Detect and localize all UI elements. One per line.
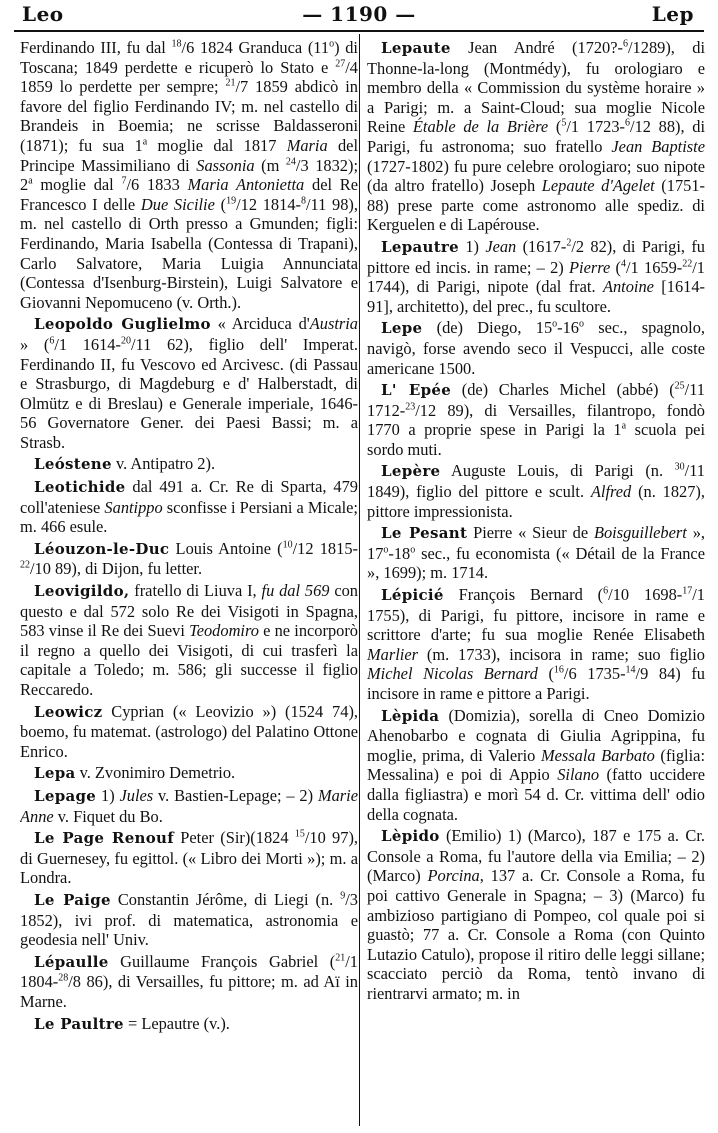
- dictionary-entry: [20, 786, 358, 826]
- entry-text: ) di Toscana; 1849 perdette e ricuperò lo Stato e: [20, 38, 358, 77]
- entry-headword: Léouzon-le-Duc: [34, 539, 170, 558]
- entry-text: /2 82), di Parigi, fu pittore ed incis. in rame; – 2): [367, 236, 705, 277]
- dictionary-entry: [20, 477, 358, 537]
- superscript: 25: [674, 380, 685, 392]
- italic-text: Michel Nicolas Bernard: [367, 664, 538, 684]
- italic-text: Teodomiro: [189, 621, 259, 641]
- entry-headword: Leopoldo Guglielmo: [34, 315, 211, 334]
- superscript: o: [552, 318, 558, 330]
- dictionary-entry: [367, 585, 705, 704]
- entry-text: (n. 1827), pittore impressionista.: [367, 482, 705, 521]
- superscript: 9: [340, 890, 346, 902]
- entry-text: -16: [557, 318, 579, 338]
- dictionary-entry: [367, 706, 705, 825]
- entry-text: v. Antipatro 2).: [111, 454, 216, 474]
- header-right-guideword: Lep: [651, 2, 694, 26]
- superscript: 23: [405, 401, 416, 413]
- superscript: 8: [300, 195, 306, 207]
- entry-headword: Le Paultre: [34, 1014, 124, 1033]
- entry-text: /11 98), m. nel castello di Orth presso a Gmunden; figli: Ferdinando, Maria Isabella (Contessa di Trapani), Carlo Salvatore, Maria Luigia Annunciata (Contessa d'Isenburg-Birstein), Luigi Salvatore e Giovanni Nepomuceno (v. Orth.).: [20, 194, 358, 312]
- superscript: 19: [226, 195, 237, 207]
- entry-text: » (: [20, 334, 50, 354]
- entry-text: del Re Francesco I delle: [20, 175, 358, 214]
- italic-text: Sassonia: [196, 155, 255, 175]
- left-column: [20, 38, 358, 1126]
- italic-text: fu dal 569: [261, 581, 330, 601]
- italic-text: Jean Baptiste: [611, 136, 705, 156]
- entry-text: 1): [458, 236, 486, 256]
- right-column: [367, 38, 705, 1126]
- entry-text: /11 1849), figlio del pittore e scult.: [367, 461, 705, 502]
- entry-text: /12 88), di Parigi, fu astronoma; suo fratello: [367, 117, 705, 156]
- dictionary-entry: [367, 523, 705, 583]
- page-number: — 1190 —: [302, 2, 416, 26]
- header-left-guideword: Leo: [22, 2, 64, 26]
- dictionary-entry: [20, 763, 358, 784]
- dictionary-entry: [20, 828, 358, 888]
- entry-headword: Le Page Renouf: [34, 829, 175, 848]
- entry-text: v. Zvonimiro Demetrio.: [75, 763, 236, 783]
- dictionary-entry: [367, 237, 705, 316]
- superscript: 20: [120, 335, 131, 347]
- italic-text: Étable de la Brière: [412, 117, 549, 137]
- superscript: o: [410, 544, 416, 556]
- italic-text: Boisguillebert: [593, 523, 687, 543]
- dictionary-entry: [20, 952, 358, 1012]
- italic-text: Due Sicilie: [140, 194, 215, 214]
- entry-text: -18: [388, 543, 411, 563]
- entry-headword: Leóstene: [34, 455, 112, 474]
- entry-headword: Lepère: [381, 462, 441, 481]
- superscript: 6: [625, 117, 631, 129]
- entry-text: /12 89), di Versailles, filantropo, fondò 1770 a proprie spese in Parigi la 1: [367, 400, 705, 440]
- entry-headword: Lepe: [381, 319, 423, 338]
- entry-text: /9 84) fu incisore in rame e pittore a Parigi.: [367, 664, 705, 703]
- superscript: a: [142, 136, 148, 148]
- entry-text: , 137 a. Cr. Console a Roma, fu poi cattivo Generale in Spagna; – 3) (Marco) fu ambizioso partigiano di Pompeo, col quale poi si guastò; 77 a. Cr. Console a Roma (con Quinto Lutazio Catulo), propose il ritiro delle leggi sillane; scacciato perciò da Roma, tentò invano di rientrarvi armato; m. in: [367, 866, 705, 1003]
- entry-text: (de) Charles Michel (abbé) (: [451, 380, 675, 400]
- superscript: o: [579, 318, 584, 330]
- entry-text: Louis Antoine (: [169, 538, 283, 558]
- entry-text: (de) Diego, 15: [422, 318, 553, 338]
- entry-headword: L' Epée: [381, 381, 452, 400]
- entry-text: sec., spagnolo, navigò, forse avendo seco il Vespucci, alle coste americane 1500.: [367, 318, 705, 378]
- entry-text: v. Bastien-Lepage; – 2): [153, 785, 318, 805]
- entry-text: « Arciduca d': [210, 314, 310, 334]
- superscript: 16: [553, 664, 564, 676]
- superscript: 6: [49, 335, 55, 347]
- dictionary-entry: [20, 581, 358, 700]
- entry-text: Constantin Jérôme, di Liegi (n.: [110, 889, 341, 909]
- entry-headword: Le Pesant: [381, 524, 468, 543]
- entry-text: /11 62), figlio dell' Imperat. Ferdinando II, fu Vescovo ed Arcivesc. (di Passau e Strasburgo, di Magdeburg e d' Halberstadt, di Olmütz e di Breslau) e Generale imperiale, 1646-56 Governatore Gener. dei Paesi Bassi; m. a Strasb.: [20, 334, 358, 452]
- superscript: 27: [335, 58, 346, 70]
- entry-text: /3 1852), ivi prof. di matematica, astronomia e geodesia nell' Univ.: [20, 889, 358, 950]
- superscript: 14: [625, 664, 636, 676]
- entry-text: (: [610, 257, 621, 277]
- italic-text: Antoine: [602, 277, 654, 297]
- superscript: 18: [171, 38, 182, 50]
- entry-headword: Lépicié: [381, 586, 444, 605]
- italic-text: Marlier: [367, 644, 418, 664]
- entry-headword: Lépaulle: [34, 952, 109, 971]
- entry-text: /10 1698-: [608, 585, 683, 605]
- entry-text: dal 491 a. Cr. Re di Sparta, 479 coll'ateniese: [20, 477, 358, 517]
- superscript: a: [621, 420, 627, 432]
- entry-text: Cyprian (« Leovizio ») (1524 74), boemo, fu matemat. (astrologo) del Palatino Ottone Enrico.: [20, 701, 358, 761]
- entry-text: /7 1859 abdicò in favore del figlio Ferdinando IV; m. nel castello di Brandeis in Boemia; ne scrisse Baldasseroni (1871); fu sua 1: [20, 77, 358, 155]
- superscript: 10: [282, 539, 293, 551]
- entry-headword: Lèpido: [381, 827, 440, 846]
- italic-text: Lepaute d'Agelet: [541, 176, 655, 196]
- entry-text: (: [214, 194, 227, 214]
- entry-text: (1727-1802) fu pure celebre orologiaro; suo nipote (da altro fratello) Joseph: [367, 156, 705, 196]
- dictionary-entry: [20, 314, 358, 452]
- entry-text: /4 1859 lo perdette per sempre;: [20, 57, 358, 97]
- superscript: 28: [58, 972, 69, 984]
- italic-text: Jean: [485, 236, 517, 256]
- entry-text: (fatto uccidere dalla figliastra) e morì 54 d. Cr. vittima dell' odio della cognata.: [367, 765, 705, 824]
- dictionary-entry: [20, 1014, 358, 1035]
- dictionary-entry: [367, 38, 705, 235]
- italic-text: Marie Anne: [20, 785, 358, 826]
- entry-headword: Lepaute: [381, 39, 451, 57]
- superscript: 6: [623, 38, 628, 50]
- superscript: 22: [682, 258, 693, 270]
- entry-text: /1 1755), di Parigi, fu pittore, incisore in rame e scrittore d'arte; fu sua moglie Renée Elisabeth: [367, 585, 705, 645]
- entry-headword: Leotichide: [34, 478, 126, 497]
- superscript: 17: [682, 585, 693, 597]
- entry-text: sec., fu economista (« Détail de la France », 1699); m. 1714.: [367, 543, 705, 583]
- entry-text: Auguste Louis, di Parigi (n.: [440, 461, 675, 481]
- entry-text: (m: [254, 155, 286, 175]
- entry-text: (: [537, 664, 554, 684]
- entry-text: (m. 1733), incisora in rame; suo figlio: [418, 644, 705, 664]
- entry-headword: Lepage: [34, 786, 97, 805]
- entry-text: /10 97), di Guernesey, fu egittol. (« Libro dei Morti »); m. a Londra.: [20, 828, 358, 888]
- italic-text: Santippo: [104, 497, 163, 517]
- entry-text: (: [548, 117, 562, 137]
- entry-text: fratello di Liuva I,: [129, 581, 262, 601]
- italic-text: Porcina: [427, 866, 480, 886]
- entry-text: (figlia: Messalina) e poi di Appio: [367, 745, 705, 785]
- entry-text: /1 1723-: [566, 117, 626, 137]
- entry-text: /6 1824 Granduca (11: [181, 38, 330, 57]
- superscript: o: [329, 38, 335, 50]
- entry-text: /3 1832); 2: [20, 155, 358, 195]
- dictionary-entry: [20, 539, 358, 579]
- entry-text: /1289), di Thonne-la-long (Montmédy), fu orologiaro e membro della « Commission du système horaire » a Parigi; m. a Saint-Cloud; sua moglie Nicole Reine: [367, 38, 705, 137]
- italic-text: Silano: [557, 765, 600, 785]
- dictionary-entry: [20, 38, 358, 312]
- superscript: 15: [294, 828, 305, 840]
- entry-text: /10 89), di Dijon, fu letter.: [30, 559, 203, 579]
- entry-text: scuola pei sordo muti.: [367, 420, 705, 459]
- italic-text: Austria: [309, 314, 358, 334]
- entry-text: (1751-88) prese parte come astronomo alle spediz. di Kerguelen e di Lapérouse.: [367, 176, 705, 235]
- entry-headword: Lepa: [34, 764, 76, 783]
- italic-text: Maria Antonietta: [187, 175, 305, 195]
- entry-text: /1 1744), di Parigi, nipote (dal frat.: [367, 257, 705, 297]
- entry-text: del Principe Massimiliano di: [20, 135, 358, 175]
- entry-text: /6 1833: [126, 175, 188, 195]
- italic-text: Maria: [286, 135, 328, 155]
- entry-text: /8 86), di Versailles, fu pittore; m. ad Aï in Marne.: [20, 972, 358, 1011]
- superscript: 6: [603, 585, 609, 597]
- entry-text: Guillaume François Gabriel (: [108, 951, 336, 971]
- entry-text: moglie dal 1817: [147, 135, 287, 155]
- superscript: a: [28, 175, 33, 187]
- italic-text: Jules: [119, 785, 154, 805]
- superscript: 5: [561, 117, 567, 129]
- page-header: [0, 0, 718, 32]
- superscript: 21: [335, 952, 346, 964]
- superscript: 7: [121, 175, 127, 187]
- italic-text: Alfred: [590, 482, 632, 502]
- superscript: 21: [225, 77, 236, 89]
- header-rule: [14, 30, 704, 32]
- entry-text: /11 1712-: [367, 380, 705, 420]
- entry-text: /6 1735-: [563, 664, 626, 684]
- superscript: 22: [20, 559, 30, 571]
- entry-text: François Bernard (: [443, 585, 604, 605]
- italic-text: Pierre: [569, 257, 611, 277]
- entry-text: /1 1804-: [20, 951, 358, 992]
- dictionary-entry: [367, 461, 705, 521]
- entry-headword: Leowicz: [34, 702, 103, 721]
- entry-headword: Leovigildo,: [34, 582, 130, 601]
- superscript: 30: [674, 462, 685, 473]
- entry-text: sconfisse i Persiani a Micale; m. 466 esule.: [20, 497, 358, 537]
- entry-text: con questo e dal 572 solo Re dei Visigoti in Spagna, 583 vinse il Re dei Suevi: [20, 581, 358, 641]
- entry-text: (Domizia), sorella di Cneo Domizio Ahenobarbo e cognata di Giulia Agrippina, fu moglie, prima, di Valerio: [367, 705, 705, 765]
- entry-text: Pierre « Sieur de: [467, 523, 594, 543]
- entry-text: /1 1614-: [54, 334, 121, 354]
- entry-text: v. Fiquet du Bo.: [53, 806, 163, 826]
- entry-headword: Le Paige: [34, 890, 111, 909]
- entry-headword: Lepautre: [381, 237, 459, 256]
- dictionary-entry: [20, 890, 358, 950]
- entry-text: moglie dal: [32, 175, 122, 195]
- superscript: 24: [285, 156, 296, 168]
- entry-text: (Emilio) 1) (Marco), 187 e 175 a. Cr. Console a Roma, fu l'autore della via Emilia; – 2) (Marco): [367, 826, 705, 886]
- entry-text: (1617-: [516, 236, 567, 256]
- italic-text: Messala Barbato: [540, 745, 655, 765]
- entry-text: Peter (Sir)(1824: [174, 828, 295, 848]
- superscript: 2: [566, 237, 572, 249]
- dictionary-entry: [20, 702, 358, 762]
- entry-text: [1614-91], architetto), del prec., fu scultore.: [367, 277, 705, 316]
- entry-text: e ne incorporò il regno a quello dei Visigoti, di cui trasferì la capitale a Toledo; m. 586; gli successe il figlio Reccaredo.: [20, 621, 358, 699]
- superscript: o: [383, 544, 389, 556]
- entry-text: Ferdinando III, fu dal: [20, 38, 172, 57]
- column-divider: [359, 34, 360, 1126]
- entry-text: /12 1814-: [236, 194, 301, 214]
- dictionary-entry: [367, 380, 705, 459]
- superscript: 4: [621, 258, 626, 270]
- entry-text: 1): [96, 785, 120, 805]
- entry-text: /12 1815-: [292, 538, 358, 558]
- dictionary-entry: [367, 318, 705, 378]
- entry-headword: Lèpida: [381, 706, 440, 725]
- dictionary-entry: [20, 454, 358, 475]
- entry-text: /1 1659-: [626, 257, 683, 277]
- entry-text: Jean André (1720?-: [450, 38, 623, 57]
- dictionary-entry: [367, 826, 705, 1003]
- entry-text: », 17: [367, 523, 705, 563]
- entry-text: = Lepautre (v.).: [123, 1013, 230, 1033]
